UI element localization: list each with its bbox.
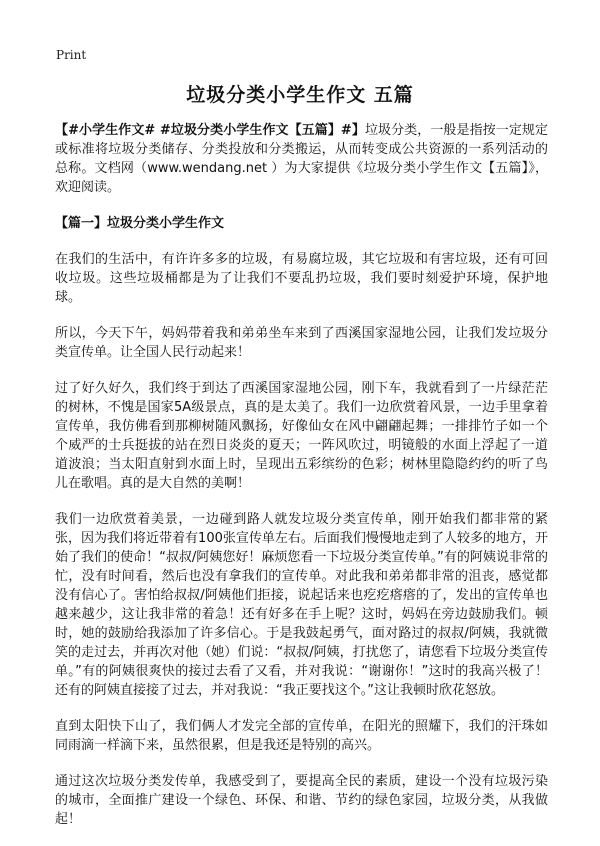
section-heading: 【篇一】垃圾分类小学生作文: [55, 216, 225, 231]
paragraph-4: 我们一边欣赏着美景，一边碰到路人就发垃圾分类宣传单，刚开始我们都非常的紧张，因为我们将近带着有100张宣传单左右。后面我们慢慢地走到了人较多的地方，开始了我们的使命！“叔叔/阿姨您好！麻烦您看一下垃圾分类宣传单。”有的阿姨说非常的忙，没有时间看，然后也没有拿我们的宣传单。对此我和弟弟都非常的沮丧，感觉都没有信心了。害怕给叔叔/阿姨他们拒接，说起话来也疙疙瘩瘩的了，发出的宣传单也越来越少，这让我非常的着急！还有好多在手上呢？这时，妈妈在旁边鼓励我们。顿时，她的鼓励给我添加了许多信心。于是我鼓起勇气，面对路过的叔叔/阿姨，我就微笑的走过去，并再次对他（她）们说：“叔叔/阿姨，打扰您了，请您看下垃圾分类宣传单。”有的阿姨很爽快的接过去看了又看，并对我说：“谢谢你！”这时的我高兴极了！还有的阿姨直接接了过去，并对我说：“我正要找这个。”这让我顿时欣花怒放。: [55, 512, 548, 698]
intro-text: 垃圾分类，一般是指按一定规定或标准将垃圾分类储存、分类投放和分类搬运，从而转变成公共资源的一系列活动的总称。文档网（www.wendang.net ）为大家提供《垃圾分类小学生作文【五篇】》，欢迎阅读。: [55, 123, 548, 195]
paragraph-3: 过了好久好久，我们终于到达了西溪国家湿地公园，刚下车，我就看到了一片绿茫茫的树林，不愧是国家5A级景点，真的是太美了。我们一边欣赏着风景，一边手里拿着宣传单，我仿佛看到那柳树随风飘扬，好像仙女在风中翩翩起舞；一排排竹子如一个个威严的士兵挺拔的站在烈日炎炎的夏天；一阵风吹过，明镜般的水面上浮起了一道道波浪；当太阳直射到水面上时，呈现出五彩缤纷的色彩；树林里隐隐约约的听了鸟儿在歌唱。真的是大自然的美啊！: [55, 381, 548, 491]
paragraph-1: 在我们的生活中，有许许多多的垃圾，有易腐垃圾，其它垃圾和有害垃圾，还有可回收垃圾。这些垃圾桶都是为了让我们不要乱扔垃圾，我们要时刻爱护环境，保护地球。: [55, 252, 548, 305]
article-body: [55, 121, 548, 846]
paragraph-5: 直到太阳快下山了，我们俩人才发完全部的宣传单，在阳光的照耀下，我们的汗珠如同雨滴一样滴下来，虽然很累，但是我还是特别的高兴。: [55, 719, 548, 753]
document-title: 垃圾分类小学生作文 五篇: [186, 84, 414, 106]
print-link[interactable]: Print: [56, 48, 87, 62]
intro-paragraph: [55, 121, 548, 197]
paragraph-6: 通过这次垃圾分类发传单，我感受到了，要提高全民的素质，建设一个没有垃圾污染的城市，全面推广建设一个绿色、环保、和谐、节约的绿色家园，垃圾分类，从我做起！: [55, 774, 548, 827]
paragraph-2: 所以，今天下午，妈妈带着我和弟弟坐车来到了西溪国家湿地公园，让我们发垃圾分类宣传单。让全国人民行动起来！: [55, 326, 548, 360]
intro-tags: 【#小学生作文# #垃圾分类小学生作文【五篇】#】: [55, 123, 365, 138]
